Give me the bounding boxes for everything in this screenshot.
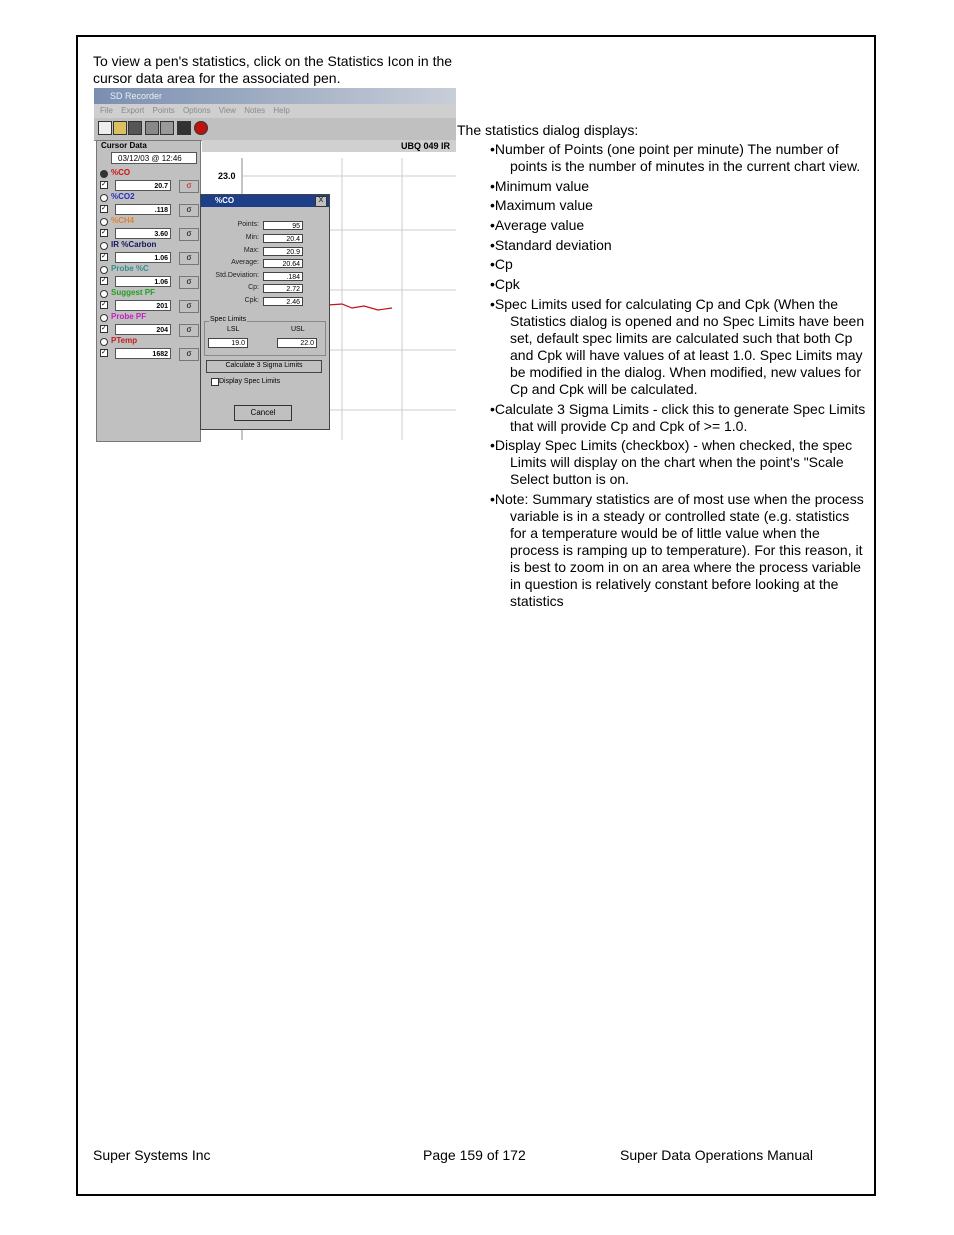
list-item: •Average value bbox=[490, 217, 585, 234]
menu-view[interactable]: View bbox=[218, 106, 236, 115]
statistics-icon[interactable]: σ bbox=[179, 252, 199, 265]
pen-checkbox[interactable]: ✓ bbox=[101, 301, 107, 308]
max-value: 20.9 bbox=[263, 247, 303, 256]
statistics-dialog bbox=[200, 194, 330, 430]
pen-checkbox[interactable]: ✓ bbox=[101, 325, 107, 332]
pen-name: Probe %C bbox=[111, 264, 149, 273]
menu-points[interactable]: Points bbox=[152, 106, 175, 115]
statistics-icon[interactable]: σ bbox=[179, 204, 199, 217]
pen-checkbox[interactable]: ✓ bbox=[101, 349, 107, 356]
average-value: 20.64 bbox=[263, 259, 303, 268]
pen-name: Suggest PF bbox=[111, 288, 156, 297]
co-trend-line bbox=[328, 304, 392, 310]
record-icon[interactable] bbox=[194, 121, 208, 135]
pen-value: 20.7 bbox=[115, 180, 171, 191]
display-spec-limits-checkbox[interactable] bbox=[211, 378, 219, 386]
list-item: •Spec Limits used for calculating Cp and Cpk (When the Statistics dialog is opened and no Spec Limits have been set, default spec limits are calculated such that both Cp and Cpk will have values of at least 1.0. Spec Limits may be modified in the dialog. When modified, new values for Cp and Cpk will be calculated. bbox=[490, 295, 865, 397]
pen-name: PTemp bbox=[111, 336, 138, 345]
pen-value: 1682 bbox=[115, 348, 171, 359]
cpk-label: Cpk: bbox=[244, 297, 259, 304]
sd-recorder-screenshot bbox=[94, 88, 458, 466]
chart-icon[interactable] bbox=[160, 121, 174, 135]
pen-checkbox[interactable]: ✓ bbox=[101, 253, 107, 260]
points-label: Points: bbox=[237, 221, 259, 228]
pen-name: %CO2 bbox=[111, 192, 135, 201]
print-icon[interactable] bbox=[145, 121, 159, 135]
footer-page-number: Page 159 of 172 bbox=[423, 1147, 526, 1163]
statistics-icon[interactable]: σ bbox=[179, 228, 199, 241]
list-item: •Maximum value bbox=[490, 197, 593, 214]
bullet-list bbox=[457, 141, 867, 610]
spec-limits-group bbox=[204, 316, 326, 356]
pen-name: %CO bbox=[111, 168, 131, 177]
min-label: Min: bbox=[245, 234, 259, 241]
bullet-icon: • bbox=[490, 177, 495, 194]
cursor-data-panel bbox=[96, 140, 201, 442]
cancel-button[interactable]: Cancel bbox=[234, 405, 292, 421]
footer-manual-title: Super Data Operations Manual bbox=[620, 1147, 813, 1163]
display-spec-limits-label: Display Spec Limits bbox=[219, 378, 281, 385]
usl-input[interactable]: 22.0 bbox=[277, 338, 317, 348]
list-item: •Cp bbox=[490, 256, 513, 273]
points-value: 95 bbox=[263, 221, 303, 230]
bullet-icon: • bbox=[490, 276, 495, 293]
statistics-icon[interactable]: σ bbox=[179, 324, 199, 337]
bullet-icon: • bbox=[490, 295, 495, 312]
cpk-value: 2.46 bbox=[263, 297, 303, 306]
list-item: •Calculate 3 Sigma Limits - click this to generate Spec Limits that will provide Cp and Cpk of >= 1.0. bbox=[490, 400, 866, 434]
bullet-icon: • bbox=[490, 217, 495, 234]
intro-text: To view a pen's statistics, click on the Statistics Icon in the cursor data area for the associated pen. bbox=[93, 53, 453, 86]
bullet-icon: • bbox=[490, 197, 495, 214]
pen-radio[interactable] bbox=[100, 170, 108, 178]
pen-value: 1.06 bbox=[115, 252, 171, 263]
chart-header: UBQ 049 IR bbox=[202, 140, 456, 152]
list-item: •Display Spec Limits (checkbox) - when checked, the spec Limits will display on the chart when the point's "Scale Select button is on. bbox=[490, 437, 853, 488]
lsl-input[interactable]: 19.0 bbox=[208, 338, 248, 348]
max-label: Max: bbox=[243, 247, 259, 254]
spec-limits-label: Spec Limits bbox=[210, 316, 247, 323]
dialog-title: %CO bbox=[201, 195, 329, 207]
pen-radio[interactable] bbox=[100, 314, 108, 322]
bullet-icon: • bbox=[490, 490, 495, 507]
menu-help[interactable]: Help bbox=[273, 106, 290, 115]
menu-export[interactable]: Export bbox=[121, 106, 145, 115]
std-deviation-label: Std.Deviation: bbox=[215, 272, 259, 279]
min-value: 20.4 bbox=[263, 234, 303, 243]
statistics-icon[interactable]: σ bbox=[179, 348, 199, 361]
statistics-description bbox=[457, 122, 867, 613]
cp-label: Cp: bbox=[248, 284, 259, 291]
cursor-data-title: Cursor Data bbox=[101, 141, 147, 150]
menu-options[interactable]: Options bbox=[182, 106, 211, 115]
bullet-icon: • bbox=[490, 236, 495, 253]
pen-value: 1.06 bbox=[115, 276, 171, 287]
list-item: •Cpk bbox=[490, 276, 520, 293]
menu-notes[interactable]: Notes bbox=[244, 106, 266, 115]
pen-radio[interactable] bbox=[100, 242, 108, 250]
lsl-label: LSL bbox=[227, 326, 240, 333]
window-title: SD Recorder bbox=[94, 88, 456, 104]
menu-bar bbox=[94, 104, 456, 118]
new-icon[interactable] bbox=[98, 121, 112, 135]
bullet-icon: • bbox=[490, 141, 495, 157]
save-icon[interactable] bbox=[128, 121, 142, 135]
close-icon[interactable]: X bbox=[315, 196, 327, 207]
pen-radio[interactable] bbox=[100, 290, 108, 298]
pen-value: 3.60 bbox=[115, 228, 171, 239]
list-item: •Minimum value bbox=[490, 177, 590, 194]
statistics-icon[interactable]: σ bbox=[179, 276, 199, 289]
bullet-icon: • bbox=[490, 400, 495, 417]
stop-icon[interactable] bbox=[177, 121, 191, 135]
std-deviation-value: .184 bbox=[263, 272, 303, 281]
statistics-icon[interactable]: σ bbox=[179, 300, 199, 313]
bullet-icon: • bbox=[490, 256, 495, 273]
pen-radio[interactable] bbox=[100, 266, 108, 274]
statistics-icon[interactable]: σ bbox=[179, 180, 199, 193]
pen-checkbox[interactable]: ✓ bbox=[101, 181, 107, 188]
average-label: Average: bbox=[231, 259, 259, 266]
list-item: •Note: Summary statistics are of most use when the process variable is in a steady or controlled state (e.g. statistics for a temperature would be of little value when the process is ramping up to temperature). For this reason, it is best to zoom in on an area where the process variable in question is relatively constant before looking at the statistics bbox=[490, 490, 864, 609]
menu-file[interactable]: File bbox=[100, 106, 113, 115]
cp-value: 2.72 bbox=[263, 284, 303, 293]
section-heading: The statistics dialog displays: bbox=[457, 122, 639, 138]
toolbar bbox=[94, 118, 456, 141]
pen-value: 204 bbox=[115, 324, 171, 335]
footer-company: Super Systems Inc bbox=[93, 1147, 211, 1163]
pen-name: %CH4 bbox=[111, 216, 135, 225]
cursor-datetime: 03/12/03 @ 12:46 bbox=[111, 152, 197, 164]
pen-value: 201 bbox=[115, 300, 171, 311]
calculate-3-sigma-button[interactable]: Calculate 3 Sigma Limits bbox=[206, 360, 322, 373]
chart-y-value: 23.0 bbox=[218, 171, 236, 181]
pen-checkbox[interactable]: ✓ bbox=[101, 229, 107, 236]
list-item: •Standard deviation bbox=[490, 236, 612, 253]
pen-checkbox[interactable]: ✓ bbox=[101, 205, 107, 212]
bullet-icon: • bbox=[490, 437, 495, 454]
pen-value: .118 bbox=[115, 204, 171, 215]
pen-radio[interactable] bbox=[100, 218, 108, 226]
pen-checkbox[interactable]: ✓ bbox=[101, 277, 107, 284]
list-item: •Number of Points (one point per minute) The number of points is the number of minutes in the current chart view. bbox=[490, 141, 861, 174]
usl-label: USL bbox=[291, 326, 305, 333]
pen-name: Probe PF bbox=[111, 312, 147, 321]
pen-radio[interactable] bbox=[100, 194, 108, 202]
pen-radio[interactable] bbox=[100, 338, 108, 346]
pen-name: IR %Carbon bbox=[111, 240, 157, 249]
open-icon[interactable] bbox=[113, 121, 127, 135]
